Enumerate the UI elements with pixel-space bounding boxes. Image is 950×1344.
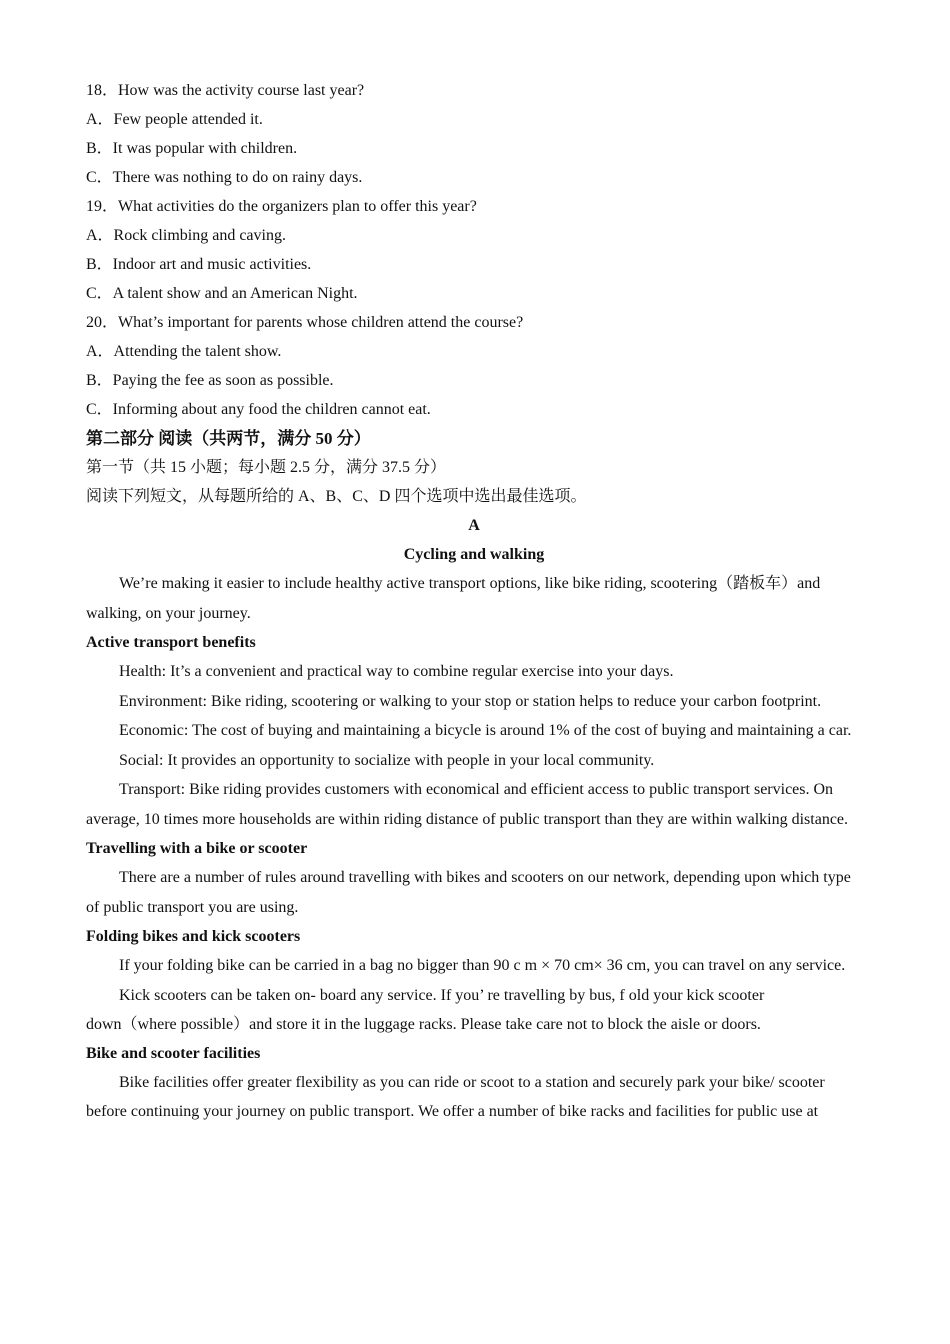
option-18a: A．Few people attended it. <box>86 111 263 128</box>
passage-label: A <box>468 517 480 534</box>
option-19c: C．A talent show and an American Night. <box>86 285 358 302</box>
listening-questions <box>86 76 862 424</box>
travel-text: There are a number of rules around travelling with bikes and scooters on our network, depending upon which type of public transport you are using. <box>86 869 851 916</box>
option-18b: B．It was popular with children. <box>86 140 298 157</box>
benefits-heading: Active transport benefits <box>86 634 256 651</box>
passage-intro: We’re making it easier to include healthy active transport options, like bike riding, scootering（踏板车）and walking, on your journey. <box>86 575 821 622</box>
section-subtitle: 第一节（共 15 小题；每小题 2.5 分，满分 37.5 分） <box>86 459 447 476</box>
option-18c: C．There was nothing to do on rainy days. <box>86 169 363 186</box>
section-title: 第二部分 阅读（共两节，满分 50 分） <box>86 429 371 448</box>
option-20a: A．Attending the talent show. <box>86 343 282 360</box>
option-19b: B．Indoor art and music activities. <box>86 256 312 273</box>
option-20c: C．Informing about any food the children cannot eat. <box>86 401 431 418</box>
folding-text-1: If your folding bike can be carried in a bag no bigger than 90 c m × 70 cm× 36 cm, you can travel on any service. <box>119 957 846 974</box>
benefit-transport: Transport: Bike riding provides customers with economical and efficient access to public transport services. On average, 10 times more households are within riding distance of public transport than they are within walking distance. <box>86 781 849 828</box>
benefit-health: Health: It’s a convenient and practical way to combine regular exercise into your days. <box>119 663 674 680</box>
section-instruction: 阅读下列短文，从每题所给的 A、B、C、D 四个选项中选出最佳选项。 <box>86 488 587 505</box>
question-19: 19．What activities do the organizers plan to offer this year? <box>86 198 477 215</box>
folding-text-2-line2: down（where possible）and store it in the luggage racks. Please take care not to block the aisle or doors. <box>86 1015 761 1033</box>
option-20b: B．Paying the fee as soon as possible. <box>86 372 334 389</box>
benefit-environment: Environment: Bike riding, scootering or walking to your stop or station helps to reduce your carbon footprint. <box>119 692 822 710</box>
benefit-economic: Economic: The cost of buying and maintaining a bicycle is around 1% of the cost of buying and maintaining a car. <box>119 722 852 739</box>
question-20: 20．What’s important for parents whose children attend the course? <box>86 314 524 331</box>
facilities-text: Bike facilities offer greater flexibility as you can ride or scoot to a station and securely park your bike/ scooter before continuing your journey on public transport. We offer a number of bike racks and facilities for public use at <box>86 1073 825 1120</box>
question-18: 18．How was the activity course last year? <box>86 82 365 99</box>
option-19a: A．Rock climbing and caving. <box>86 227 286 244</box>
passage-title: Cycling and walking <box>403 546 545 563</box>
travel-heading: Travelling with a bike or scooter <box>86 840 308 857</box>
benefit-social: Social: It provides an opportunity to socialize with people in your local community. <box>119 751 655 769</box>
folding-heading: Folding bikes and kick scooters <box>86 928 301 945</box>
facilities-heading: Bike and scooter facilities <box>86 1044 261 1062</box>
folding-text-2-line1: Kick scooters can be taken on- board any service. If you’ re travelling by bus, f old your kick scooter <box>119 986 765 1004</box>
